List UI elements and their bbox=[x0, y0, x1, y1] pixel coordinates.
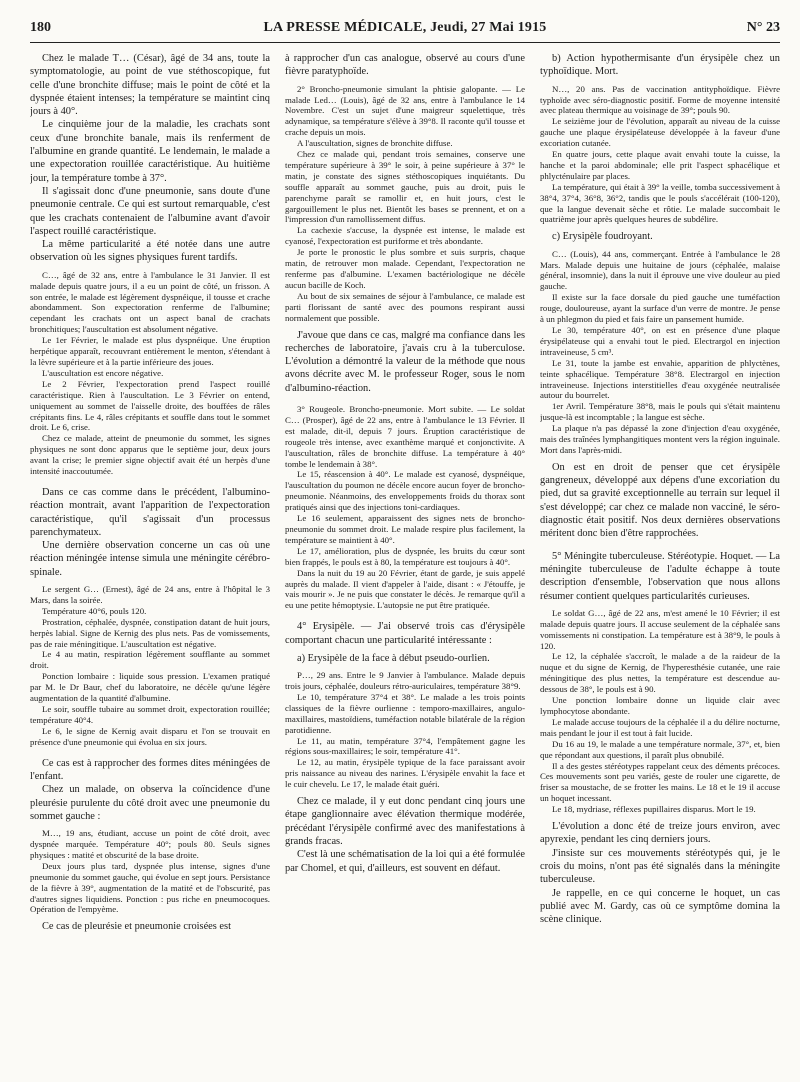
paragraph: c) Erysipèle foudroyant. bbox=[552, 231, 653, 243]
paragraph: Le 31, toute la jambe est envahie, apparition de phlyctènes, teinte sphacélique. Température 38°8. Electrargol en injection intraveineuse. Injections interstitielles d'eau oxygénée neutralisée autour du bourrelet. bbox=[540, 357, 780, 401]
paragraph: Une dernière observation concerne un cas où une réaction méningée intense simula une méningite cérébro-spinale. bbox=[30, 540, 270, 578]
paragraph: Chez ce malade qui, pendant trois semaines, conserve une température supérieure à 39° le soir, à peine supérieure à 37° le matin, je constate des signes stéthoscopiques inquiétants. Du souffle apparaît au sommet gauche, puis au droit, puis le parenchyme paraît se ramollir et, en huit jours, c'est le gargouillement le plus net. Bientôt les bases se prennent, et on a l'impression d'un ramollissement diffus. bbox=[285, 149, 525, 225]
paragraph: Le 18, mydriase, réflexes pupillaires disparus. Mort le 19. bbox=[552, 804, 756, 815]
paragraph: A l'auscultation, signes de bronchite diffuse. bbox=[297, 138, 453, 149]
paragraph: Ce cas de pleurésie et pneumonie croisées est bbox=[42, 921, 231, 933]
paragraph: L'évolution a donc été de treize jours environ, avec apyrexie, pendant les cinq derniers jours. bbox=[540, 821, 780, 846]
column-left bbox=[30, 52, 270, 1076]
paragraph: Le 30, température 40°, on est en présence d'une plaque érysipélateuse qui a envahi tout le pied. Electrargol en injection intraveineuse, 5 cm³. bbox=[540, 325, 780, 357]
paragraph: Ce cas est à rapprocher des formes dites méningées de l'enfant. bbox=[30, 757, 270, 782]
paragraph: Chez le malade T… (César), âgé de 34 ans, toute la symptomatologie, au point de vue stéthoscopique, fut celle d'une bronchite diffuse; mais le point de côté et la dyspnée étaient intenses; la température se maintint cinq jours à 40°. bbox=[30, 53, 270, 118]
paragraph: La température, qui était à 39° la veille, tomba successivement à 38°4, 37°4, 36°8, 36°2, tandis que le pouls s'accélérait (100-120), que la langue devenait sèche et rôtie. Le malade succombait le quatrième jour après quelques heures de subdélire. bbox=[540, 181, 780, 225]
paragraph: M…, 19 ans, étudiant, accuse un point de côté droit, avec dyspnée marquée. Température 40°; pouls 80. Seuls signes physiques : matité et obscurité de la base droite. bbox=[30, 828, 270, 860]
paragraph: a) Erysipèle de la face à début pseudo-ourlien. bbox=[297, 652, 490, 664]
paragraph: Dans ce cas comme dans le précédent, l'albumino-réaction montrait, avant l'apparition de l'expectoration caractéristique, qu'il s'agissait d'un processus parenchymateux. bbox=[30, 486, 270, 538]
paragraph: 5° Méningite tuberculeuse. Stéréotypie. Hoquet. — La méningite tuberculeuse de l'adulte échappe à toute description d'ensemble, l'observation que nous allons résumer contient quelques particularités curieuses. bbox=[540, 550, 780, 602]
paragraph: Le 2 Février, l'expectoration prend l'aspect rouillé caractéristique. Rien à l'auscultation. Le 3 Février on entend, uniquement au sommet de l'aisselle droite, des bouffées de râles crépitants fins. Le 4, râles crépitants et souffle dans tout le sommet droit. Le 6, crise. bbox=[30, 378, 270, 433]
paragraph: Le 1er Février, le malade est plus dyspnéique. Une éruption herpétique apparaît, recouvrant entièrement le menton, s'étendant à la lèvre supérieure et à la partie inférieure des joues. bbox=[30, 335, 270, 367]
paragraph: 3° Rougeole. Broncho-pneumonie. Mort subite. — Le soldat C… (Prosper), âgé de 22 ans, entre à l'ambulance le 13 Février. Il est malade, dit-il, depuis 7 jours. Éruption caractéristique de rougeole très intense, avec exanthème marqué et conjonctivite. A l'auscultation, râles de bronchite diffuse. La température à 40° tombe le lendemain à 38°. bbox=[285, 404, 525, 469]
paragraph: Deux jours plus tard, dyspnée plus intense, signes d'une pneumonie du sommet gauche, qui évolue en sept jours. Persistance de la fièvre à 39°, augmentation de la matité et de l'obscurité, pas d'autres signes liquidiens. Ponction : pus riche en pneumocoques. Opération de l'empyème. bbox=[30, 860, 270, 915]
paragraph: Le 12, la céphalée s'accroît, le malade a de la raideur de la nuque et du signe de Kernig, de l'hyperesthésie cutanée, une raie méningitique des plus nettes, la température est descendue au-dessous de 38°, le pouls est à 90. bbox=[540, 651, 780, 695]
page-number: 180 bbox=[30, 20, 51, 35]
paragraph: C'est là une schématisation de la loi qui a été formulée par Chomel, et qui, d'ailleurs, est souvent en défaut. bbox=[285, 849, 525, 874]
paragraph: Le 6, le signe de Kernig avait disparu et l'on se trouvait en présence d'une pneumonie qui évolua en six jours. bbox=[30, 725, 270, 747]
paragraph: La cachexie s'accuse, la dyspnée est intense, le malade est cyanosé, l'expectoration est puriforme et très abondante. bbox=[285, 225, 525, 247]
paragraph: J'insiste sur ces mouvements stéréotypés qui, je le crois du moins, n'ont pas été signalés dans la méningite tuberculeuse. bbox=[540, 847, 780, 886]
paragraph: Du 16 au 19, le malade a une température normale, 37°, et, bien que répondant aux questions, il paraît plus obnubilé. bbox=[540, 738, 780, 760]
paragraph: La même particularité a été notée dans une autre observation où les signes physiques furent tardifs. bbox=[30, 239, 270, 264]
paragraph: Le cinquième jour de la maladie, les crachats sont ceux d'une bronchite banale, mais ils renferment de l'albumine en grande quantité. Le lendemain, le malade a une expectoration rouillée caractéristique. Au huitième jour, la température tombe à 37°. bbox=[30, 119, 270, 184]
issue-number: N° 23 bbox=[746, 20, 780, 35]
paragraph: Le 11, au matin, température 37°4, l'empâtement gagne les régions sous-maxillaires; le soir, température 41°. bbox=[285, 735, 525, 757]
paragraph: Le 12, au matin, érysipèle typique de la face paraissant avoir pris naissance au niveau des narines. L'érysipèle envahit la face et le cuir chevelu. Le 17, le malade était guéri. bbox=[285, 757, 525, 790]
paragraph: à rapprocher d'un cas analogue, observé au cours d'une fièvre paratyphoïde. bbox=[285, 53, 525, 78]
paragraph: b) Action hypothermisante d'un érysipèle chez un typhoïdique. Mort. bbox=[540, 53, 780, 78]
paragraph: Dans la nuit du 19 au 20 Février, étant de garde, je suis appelé auprès du malade. Il vient d'appeler à l'aide, disant : « J'étouffe, je vais mourir ». Je ne puis que constater le décès. Je remarque qu'il a eu une petite hémoptysie. L'autopsie ne put être pratiquée. bbox=[285, 567, 525, 611]
paragraph: Le 10, température 37°4 et 38°. Le malade a les trois points classiques de la fièvre ourlienne : temporo-maxillaires, angulo-maxillaires, mastoïdiens, tuméfaction notable bilatérale de la région parotidienne. bbox=[285, 691, 525, 735]
paragraph: Le soldat G…, âgé de 22 ans, m'est amené le 10 Février; il est malade depuis quatre jours. Il accuse seulement de la céphalée sans vomissements ni constipation. La température est à 38°9, le pouls à 120. bbox=[540, 607, 780, 651]
paragraph: L'auscultation est encore négative. bbox=[42, 367, 164, 378]
paragraph: Je porte le pronostic le plus sombre et suis surpris, chaque matin, de retrouver mon malade. Cependant, l'expectoration ne renferme pas d'albumine. L'examen bactériologique ne décèle aucun bacille de Koch. bbox=[285, 247, 525, 290]
paragraph: Le 17, amélioration, plus de dyspnée, les bruits du cœur sont bien frappés, le pouls est à 80, la température est toujours à 40°. bbox=[285, 545, 525, 567]
paragraph: Le malade accuse toujours de la céphalée il a du délire nocturne, mais pendant le jour il est tout à fait lucide. bbox=[540, 716, 780, 738]
paragraph: 1er Avril. Température 38°8, mais le pouls qui s'était maintenu jusque-là est incomptable ; la langue est sèche. bbox=[540, 401, 780, 423]
paragraph: Au bout de six semaines de séjour à l'ambulance, ce malade est parti florissant de santé avec des poumons respirant aussi normalement que possible. bbox=[285, 290, 525, 323]
paragraph: C… (Louis), 44 ans, commerçant. Entrée à l'ambulance le 28 Mars. Malade depuis une huitaine de jours (céphalée, malaise général, insomnie), dans la nuit il éprouve une vive douleur au pied gauche. bbox=[540, 248, 780, 292]
paragraph: Je rappelle, en ce qui concerne le hoquet, un cas publié avec M. Gardy, cas où ce symptôme domina la scène clinique. bbox=[540, 887, 780, 926]
paragraph: N…, 20 ans. Pas de vaccination antityphoïdique. Fièvre typhoïde avec séro-diagnostic positif. Forme de moyenne intensité avec plateau thermique au voisinage de 39°; pouls 90. bbox=[540, 83, 780, 116]
paragraph: Il s'agissait donc d'une pneumonie, sans doute d'une pneumonie centrale. Ce qui est surtout remarquable, c'est que les crachats contenaient de l'albumine avant d'avoir l'aspect rouillé caractéristique. bbox=[30, 185, 270, 237]
column-right bbox=[540, 52, 780, 1076]
paragraph: En quatre jours, cette plaque avait envahi toute la cuisse, la hanche et la paroi abdominale; elle prit l'aspect sphacélique et phlycténulaire par places. bbox=[540, 149, 780, 181]
paragraph: Température 40°6, pouls 120. bbox=[42, 605, 147, 616]
journal-title: LA PRESSE MÉDICALE, Jeudi, 27 Mai 1915 bbox=[263, 20, 547, 35]
paragraph: P…, 29 ans. Entre le 9 Janvier à l'ambulance. Malade depuis trois jours, céphalée, douleurs rétro-auriculaires, température 38°9. bbox=[285, 670, 525, 692]
paragraph: 2° Broncho-pneumonie simulant la phtisie galopante. — Le malade Led… (Louis), âgé de 32 ans, entre à l'ambulance le 14 Novembre. C'est un sujet d'une maigreur squelettique, très adynamique, sa température s'élève à 39°8. Il raconte qu'il tousse et crache depuis un mois. bbox=[285, 83, 525, 138]
paragraph: Le 16 seulement, apparaissent des signes nets de broncho-pneumonie du sommet droit. Le malade respire plus facilement, la température se maintient à 40°. bbox=[285, 513, 525, 545]
paragraph: On est en droit de penser que cet érysipèle gangreneux, développé aux dépens d'une excoriation du pied, dut sa gravité exceptionnelle au terrain sur lequel il s'est développé; car chez ce malade non vacciné, le séro-diagnostic était positif. Nos deux dernières observations méritent donc bien d'être rapprochées. bbox=[540, 461, 780, 540]
paragraph: Il existe sur la face dorsale du pied gauche une tuméfaction rouge, douloureuse, ayant la surface d'un verre de montre. Je pense à un phlegmon du pied et fais faire un pansement humide. bbox=[540, 292, 780, 325]
paragraph: Le 4 au matin, respiration légèrement soufflante au sommet droit. bbox=[30, 649, 270, 671]
paragraph: Une ponction lombaire donne un liquide clair avec lymphocytose abondante. bbox=[540, 695, 780, 717]
paragraph: Chez ce malade, il y eut donc pendant cinq jours une étape ganglionnaire avec élévation thermique modérée, précédant l'érysipèle confirmé avec des manifestations à grands fracas. bbox=[285, 796, 525, 847]
paragraph: Chez ce malade, atteint de pneumonie du sommet, les signes physiques ne sont donc apparus que le septième jour, deux jours avant la crise; le premier signe objectif avait été un herpès d'une intensité inaccoutumée. bbox=[30, 433, 270, 477]
paragraph: Prostration, céphalée, dyspnée, constipation datant de huit jours, herpès labial. Signe de Kernig des plus nets. Pas de vomissements, pas de raie méningitique. L'auscultation est négative. bbox=[30, 616, 270, 649]
running-header bbox=[30, 20, 780, 42]
paragraph: La plaque n'a pas dépassé la zone d'injection d'eau oxygénée, mais des traînées lymphangitiques montent vers la région inguinale. Mort dans l'après-midi. bbox=[540, 423, 780, 455]
paragraph: Le 15, réascension à 40°. Le malade est cyanosé, dyspnéique, l'auscultation du poumon ne décèle encore aucun foyer de broncho-pneumonie. Néanmoins, des enveloppements froids du thorax sont pratiqués ainsi que des injections toni-cardiaques. bbox=[285, 469, 525, 513]
paragraph: C…, âgé de 32 ans, entre à l'ambulance le 31 Janvier. Il est malade depuis quatre jours, il a eu un point de côté, un frisson. A son entrée, le malade est légèrement dyspnéique, il tousse et crache abondamment. Son expectoration renferme de l'albumine; cependant les crachats ont un aspect banal de crachats bronchitiques; l'auscultation est absolument négative. bbox=[30, 269, 270, 335]
paragraph: 4° Erysipèle. — J'ai observé trois cas d'érysipèle comportant chacun une particularité intéressante : bbox=[285, 621, 525, 646]
paragraph: Le seizième jour de l'évolution, apparaît au niveau de la cuisse gauche une plaque érysipélateuse développée à la faveur d'une excoriation cutanée. bbox=[540, 116, 780, 149]
paragraph: Le sergent G… (Ernest), âgé de 24 ans, entre à l'hôpital le 3 Mars, dans la soirée. bbox=[30, 584, 270, 605]
paragraph: Le soir, souffle tubaire au sommet droit, expectoration rouillée; température 40°4. bbox=[30, 704, 270, 725]
paragraph: Ponction lombaire : liquide sous pression. L'examen pratiqué par M. le Dr Baur, chef du laboratoire, ne décèle qu'une légère augmentation de la quantité d'albumine. bbox=[30, 671, 270, 704]
paragraph: J'avoue que dans ce cas, malgré ma confiance dans les recherches de laboratoire, j'avais cru à la tuberculose. L'évolution a démontré la valeur de la méthode que nous avons décrite avec M. le professeur Roger, sous le nom d'albumino-réaction. bbox=[285, 329, 525, 394]
column-middle bbox=[285, 52, 525, 1076]
paragraph: Chez un malade, on observa la coïncidence d'une pleurésie purulente du côté droit avec une pneumonie du sommet gauche : bbox=[30, 784, 270, 822]
paragraph: Il a des gestes stéréotypes rappelant ceux des déments précoces. Ces mouvements sont peu variés, geste de rouler une cigarette, de friser sa moustache, de se frotter les mains. Le 18 et le 19 il accuse un hoquet incessant. bbox=[540, 760, 780, 804]
header-rule bbox=[30, 42, 780, 43]
